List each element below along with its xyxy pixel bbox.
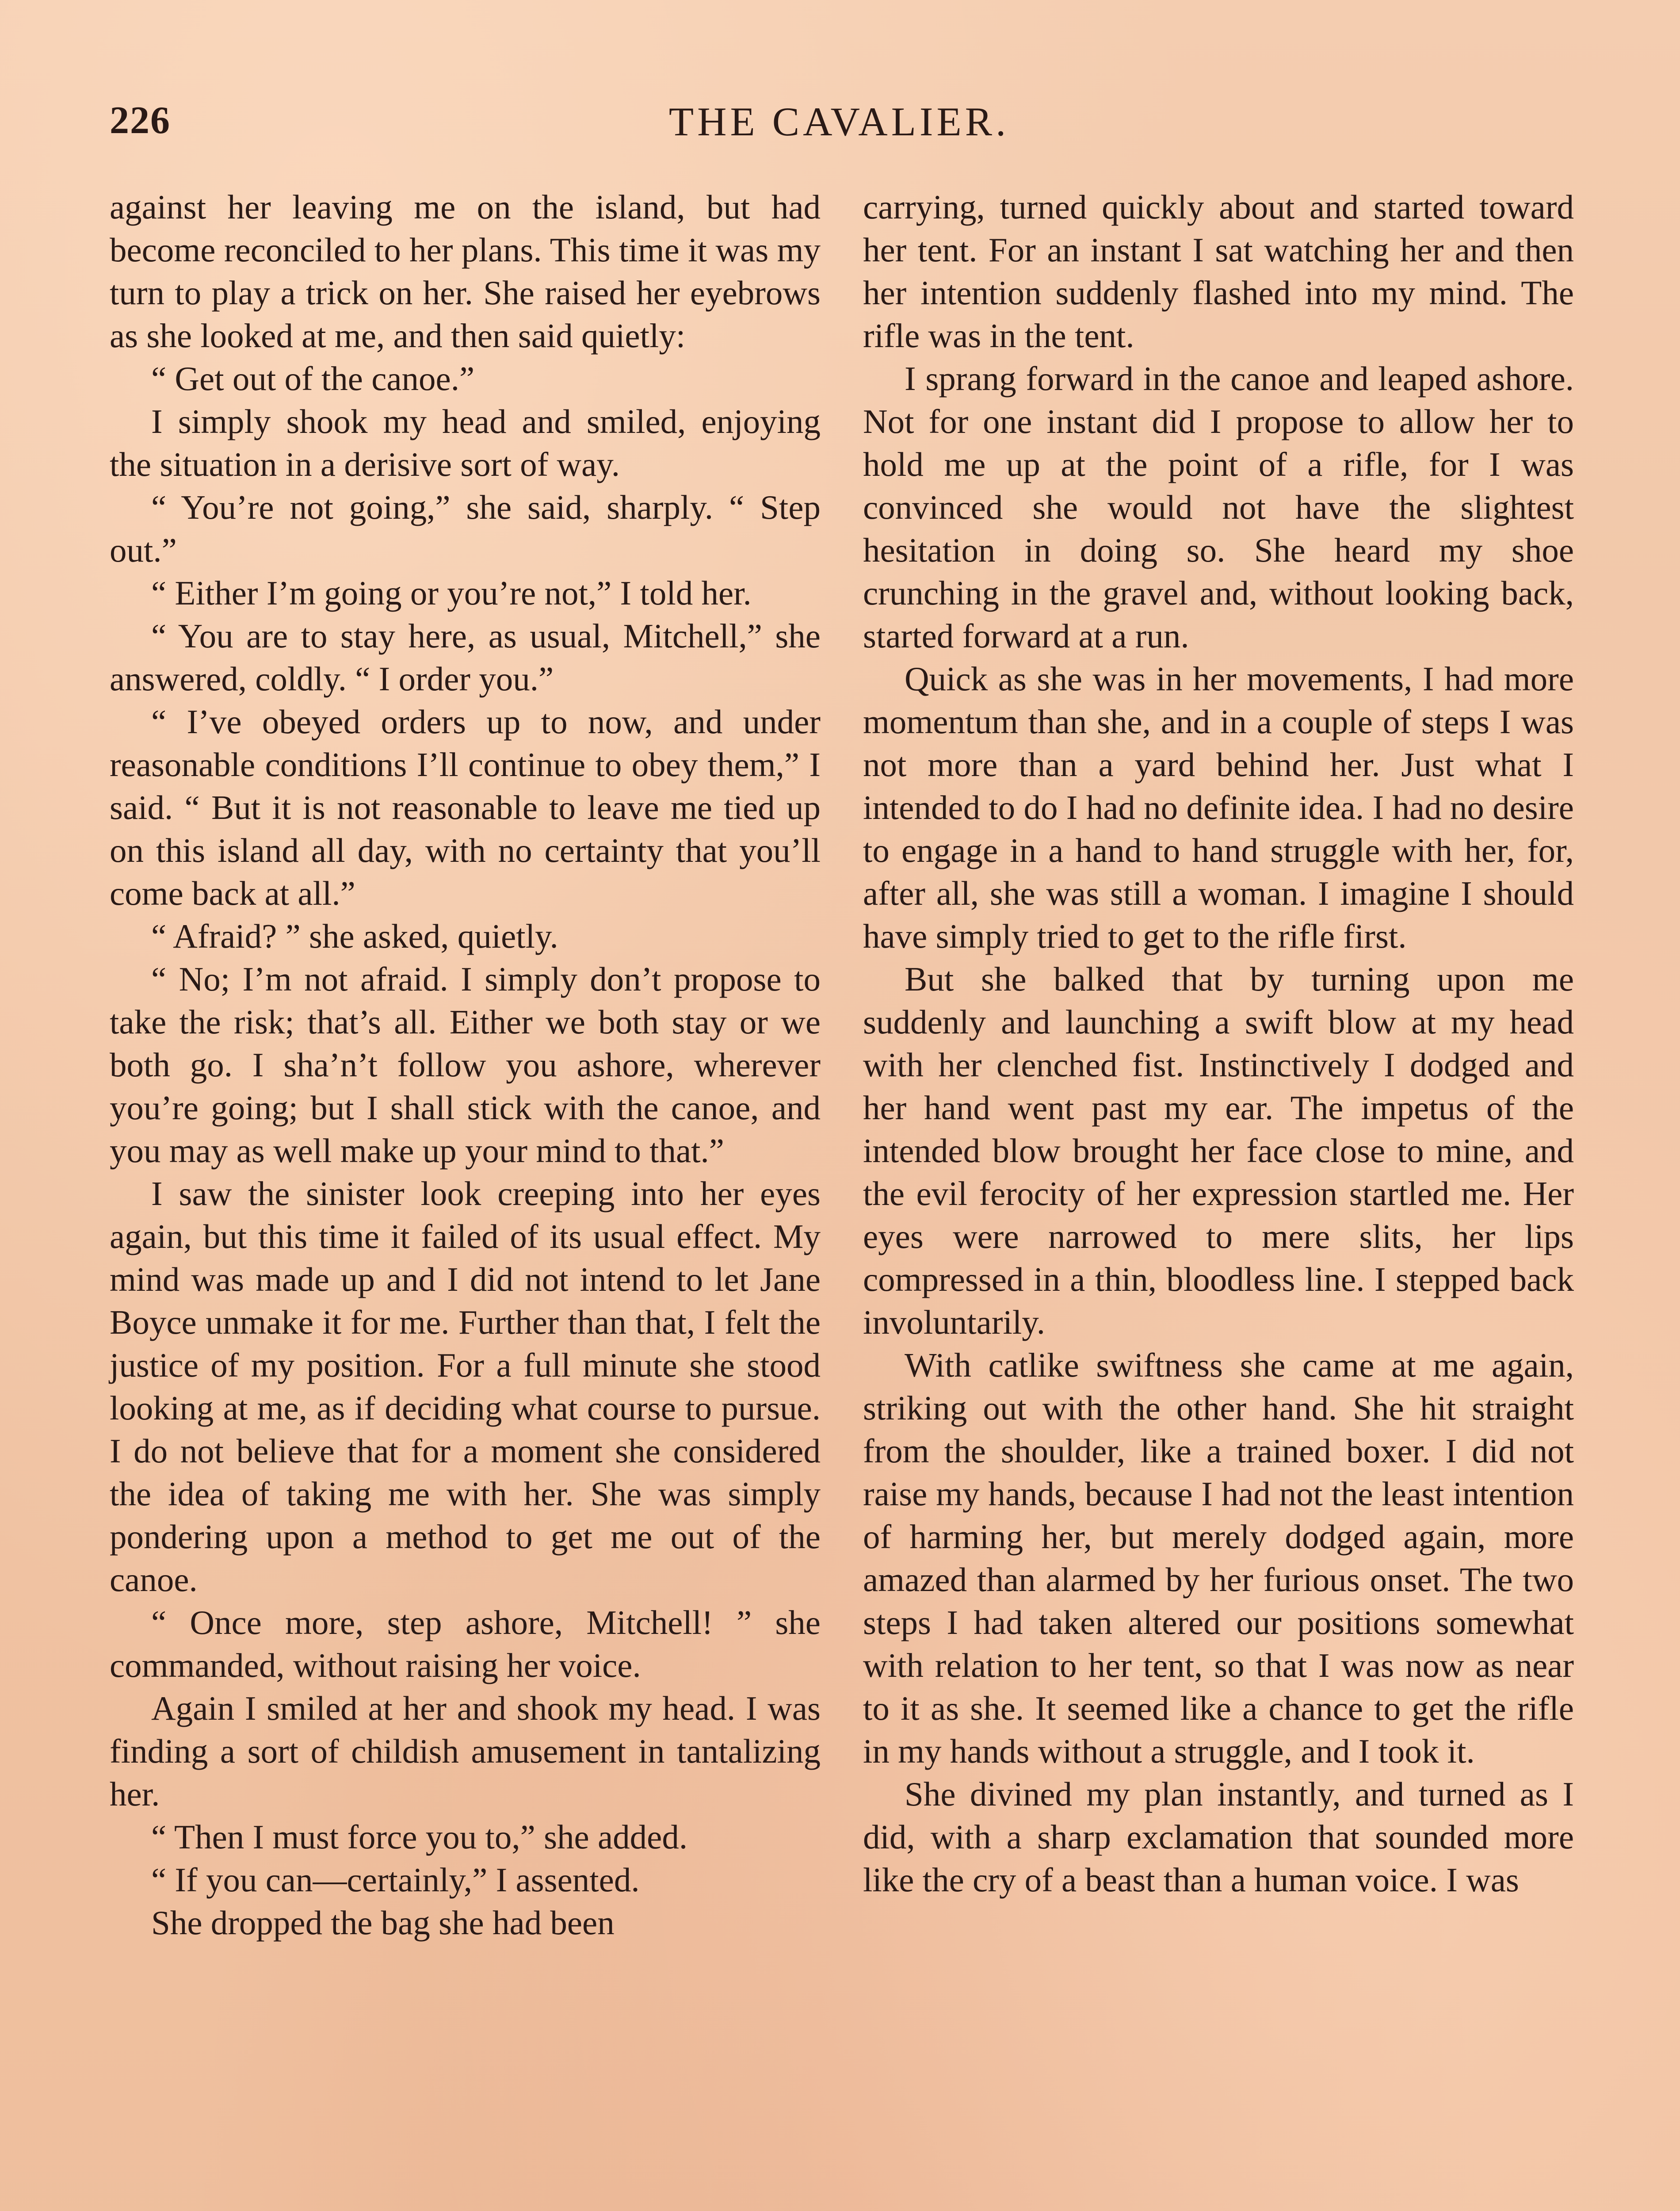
paragraph: I saw the sinister look creeping into her eyes again, but this time it failed of its usual effect. My mind was made up and I did not intend to let Jane Boyce unmake it for me. Further than that, I felt the justice of my position. For a full minute she stood looking at me, as if deciding what course to pursue. I do not believe that for a moment she considered the idea of taking me with her. She was simply pondering upon a method to get me out of the canoe. xyxy=(110,1174,821,1599)
paragraph: Quick as she was in her movements, I had more momentum than she, and in a couple of steps I was not more than a yard behind her. Just what I intended to do I had no definite idea. I had no desire to engage in a hand to hand struggle with her, for, after all, she was still a woman. I imagine I should have simply tried to get to the rifle first. xyxy=(863,660,1574,955)
paragraph: But she balked that by turning upon me suddenly and launching a swift blow at my head with her clenched fist. Instinctively I dodged and her hand went past my ear. The impetus of the intended blow brought her face close to mine, and the evil ferocity of her expression startled me. Her eyes were narrowed to mere slits, her lips compressed in a thin, bloodless line. I stepped back involuntarily. xyxy=(863,960,1574,1341)
left-column xyxy=(110,186,821,2211)
paragraph: carrying, turned quickly about and started toward her tent. For an instant I sat watching her and then her intention suddenly flashed into my mind. The rifle was in the tent. xyxy=(863,188,1574,355)
page-header xyxy=(110,98,1569,156)
paragraph: I simply shook my head and smiled, enjoying the situation in a derisive sort of way. xyxy=(110,402,821,483)
running-title: THE CAVALIER. xyxy=(668,99,1010,144)
paragraph: “ Get out of the canoe.” xyxy=(151,360,475,398)
text-columns xyxy=(110,186,1574,2211)
page-number: 226 xyxy=(110,99,171,142)
right-column xyxy=(863,186,1574,2211)
paragraph: With catlike swiftness she came at me again, striking out with the other hand. She hit straight from the shoulder, like a trained boxer. I did not raise my hands, because I had not the least intention of harming her, but merely dodged again, more amazed than alarmed by her furious onset. The two steps I had taken altered our positions somewhat with relation to her tent, so that I was now as near to it as she. It seemed like a chance to get the rifle in my hands without a struggle, and I took it. xyxy=(863,1346,1574,1770)
paragraph: “ Afraid? ” she asked, quietly. xyxy=(151,917,558,955)
paragraph: She divined my plan instantly, and turned as I did, with a sharp exclamation that sounded more like the cry of a beast than a human voice. I was xyxy=(863,1775,1574,1899)
paragraph: “ No; I’m not afraid. I simply don’t propose to take the risk; that’s all. Either we both stay or we both go. I sha’n’t follow you ashore, wherever you’re going; but I shall stick with the canoe, and you may as well make up your mind to that.” xyxy=(110,960,821,1170)
paragraph: “ If you can—certainly,” I assented. xyxy=(151,1861,640,1899)
paragraph: “ Then I must force you to,” she added. xyxy=(151,1818,688,1856)
paragraph: I sprang forward in the canoe and leaped ashore. Not for one instant did I propose to allow her to hold me up at the point of a rifle, for I was convinced she would not have the slightest hesitation in doing so. She heard my shoe crunching in the gravel and, without looking back, started forward at a run. xyxy=(863,360,1574,655)
paragraph: “ Once more, step ashore, Mitchell! ” she commanded, without raising her voice. xyxy=(110,1603,821,1684)
paragraph: Again I smiled at her and shook my head. I was finding a sort of childish amusement in tantalizing her. xyxy=(110,1689,821,1813)
paragraph: “ Either I’m going or you’re not,” I told her. xyxy=(151,574,752,612)
paragraph: She dropped the bag she had been xyxy=(151,1904,615,1942)
paragraph: “ I’ve obeyed orders up to now, and under reasonable conditions I’ll continue to obey them,” I said. “ But it is not reasonable to leave me tied up on this island all day, with no certainty that you’ll come back at all.” xyxy=(110,703,821,912)
paragraph: “ You’re not going,” she said, sharply. “ Step out.” xyxy=(110,488,821,569)
paragraph: “ You are to stay here, as usual, Mitchell,” she answered, coldly. “ I order you.” xyxy=(110,617,821,698)
paragraph: against her leaving me on the island, but had become reconciled to her plans. This time it was my turn to play a trick on her. She raised her eyebrows as she looked at me, and then said quietly: xyxy=(110,188,821,355)
